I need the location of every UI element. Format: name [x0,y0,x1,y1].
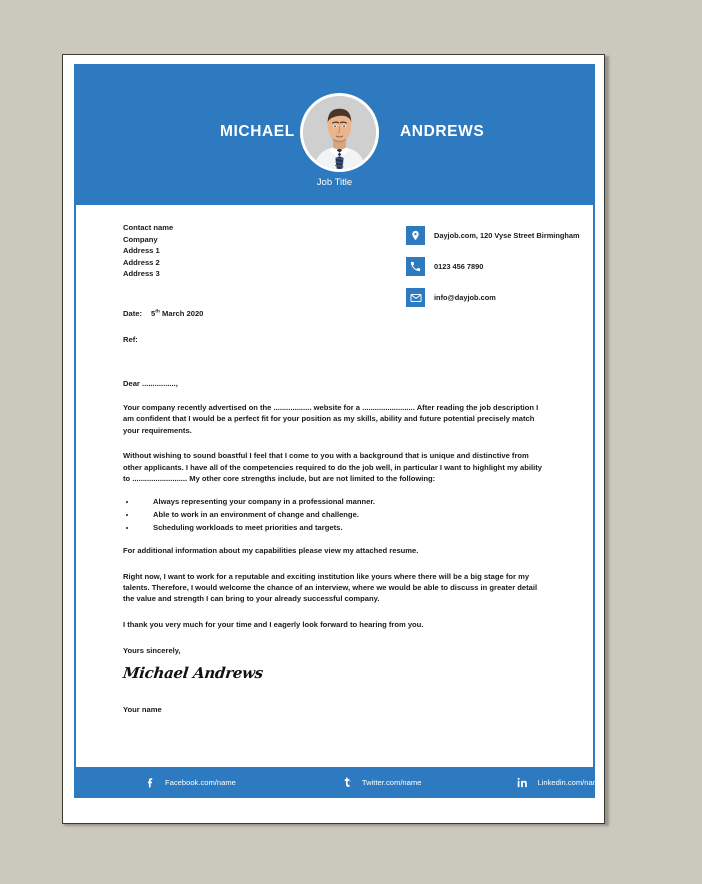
letter-salutation: Dear ................, [123,378,178,388]
facebook-icon [144,776,157,789]
letter-paragraph-5: I thank you very much for your time and I eagerly look forward to hearing from you. [123,619,424,629]
contact-details [406,226,580,319]
letter-paragraph-4: Right now, I want to work for a reputable and exciting institution like yours where there will be a big stage for my talents. Therefore, I would welcome the chance of an interview, where we would be able to discuss in greater detail the value and strength I can bring to your already successful company. [123,571,538,604]
recipient-line: Address 3 [123,269,160,279]
envelope-icon [406,288,425,307]
strengths-list [123,496,549,534]
letter-closing: Yours sincerely, [123,646,181,656]
contact-phone-text: 0123 456 7890 [434,262,484,271]
contact-row-phone [406,257,580,276]
date-day: 5 [151,308,156,318]
twitter-icon [341,776,354,789]
header-last-name: ANDREWS [400,123,485,140]
document-footer [74,767,604,798]
contact-row-address [406,226,580,245]
recipient-line: Contact name [123,223,174,232]
date-ordinal: th [155,309,160,315]
social-link-facebook[interactable] [144,776,236,789]
letter-body [74,205,595,767]
recipient-line: Company [123,234,158,244]
linkedin-icon [516,776,529,789]
list-item: • Able to work in an environment of change and challenge. [137,509,549,522]
phone-icon [406,257,425,276]
social-facebook-text: Facebook.com/name [165,778,236,787]
document-header [74,64,595,205]
contact-row-email [406,288,580,307]
recipient-line: Address 1 [123,246,160,256]
signature: Michael Andrews [122,664,264,683]
date-rest: March 2020 [162,308,204,318]
social-link-linkedin[interactable] [516,776,603,789]
page-inner [74,64,604,816]
letter-paragraph-1: Your company recently advertised on the .................. website for a ......................... After reading the job description I am confident that I would be a perfect fit for your position as my skills, ability and future potential precisely match your requirements. [123,402,539,435]
date-label: Date: [123,308,142,318]
recipient-line: Address 2 [123,257,160,267]
header-first-name: MICHAEL [220,123,295,140]
your-name-placeholder: Your name [123,705,162,715]
letter-paragraph-3: For additional information about my capabilities please view my attached resume. [123,546,419,556]
document-page [62,54,605,824]
contact-address-text: Dayjob.com, 120 Vyse Street Birmingham [434,231,580,240]
avatar [300,93,379,172]
contact-email-text: info@dayjob.com [434,293,496,302]
profile-photo-icon [303,96,376,169]
list-item: • Scheduling workloads to meet priorities and targets. [137,522,549,535]
location-pin-icon [406,226,425,245]
list-item: • Always representing your company in a professional manner. [137,496,549,509]
social-link-twitter[interactable] [341,776,422,789]
letter-ref: Ref: [123,334,138,344]
social-twitter-text: Twitter.com/name [361,778,422,787]
letter-paragraph-2: Without wishing to sound boastful I feel that I come to you with a background that is unique and distinctive from other applicants. I have all of the competencies required to do the job well, in particular I want to highlight my ability to .......................... My other core strengths include, but are not limited to the following: [123,451,542,483]
social-linkedin-text: Linkedin.com/name [537,778,604,787]
header-job-title: Job Title [316,177,353,188]
profile-photo [303,96,376,169]
